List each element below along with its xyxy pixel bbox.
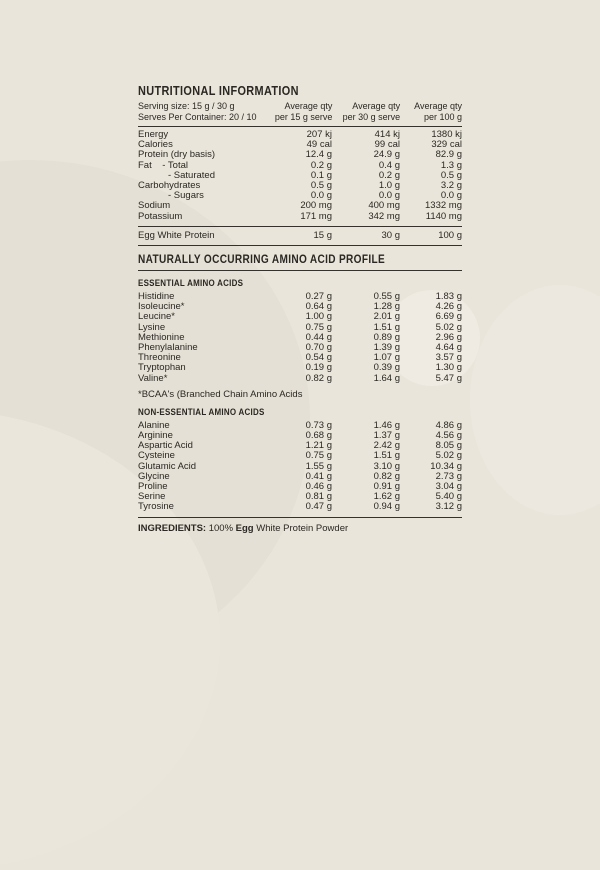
column-header-100g: Average qty per 100 g xyxy=(414,101,462,122)
value-per-100g: 100 g xyxy=(438,229,462,241)
value-per-100g: 10.34 g xyxy=(430,460,462,472)
value-per-30g: 1.0 g xyxy=(378,180,400,192)
row-label: Arginine xyxy=(138,430,173,442)
value-per-100g: 0.0 g xyxy=(440,190,462,202)
value-per-30g: 99 cal xyxy=(374,139,400,151)
value-per-15g: 0.2 g xyxy=(310,159,332,171)
value-per-15g: 0.82 g xyxy=(305,372,332,384)
value-per-30g: 30 g xyxy=(381,229,400,241)
value-per-100g: 1140 mg xyxy=(425,210,462,222)
bcaa-footnote: *BCAA's (Branched Chain Amino Acids xyxy=(138,388,303,400)
value-per-30g: 0.2 g xyxy=(378,169,400,181)
value-per-15g: 0.5 g xyxy=(310,180,332,192)
value-per-30g: 1.28 g xyxy=(373,301,400,313)
value-per-15g: 0.75 g xyxy=(305,321,332,333)
value-per-100g: 0.5 g xyxy=(440,169,462,181)
value-per-100g: 1.3 g xyxy=(440,159,462,171)
value-per-15g: 1.55 g xyxy=(305,460,332,472)
row-label: Valine* xyxy=(138,372,168,384)
value-per-30g: 2.42 g xyxy=(373,440,400,452)
nutrition-label-panel xyxy=(138,84,462,534)
value-per-30g: 0.4 g xyxy=(378,159,400,171)
serving-info xyxy=(138,101,257,122)
value-per-15g: 0.44 g xyxy=(305,331,332,343)
row-label: Glutamic Acid xyxy=(138,460,197,472)
non-essential-amino-acids-heading: NON-ESSENTIAL AMINO ACIDS xyxy=(138,406,265,418)
value-per-15g: 0.19 g xyxy=(305,362,332,374)
value-per-15g: 0.73 g xyxy=(305,419,332,431)
value-per-30g: 0.82 g xyxy=(373,470,400,482)
row-label: Alanine xyxy=(138,419,170,431)
row-label: - Sugars xyxy=(168,190,204,202)
value-per-15g: 0.41 g xyxy=(305,470,332,482)
row-label: Fat - Total xyxy=(138,159,188,171)
value-per-100g: 5.02 g xyxy=(435,321,462,333)
non-essential-amino-table xyxy=(138,421,462,513)
table-row xyxy=(138,374,462,384)
value-per-100g: 4.86 g xyxy=(435,419,462,431)
value-per-100g: 4.26 g xyxy=(435,301,462,313)
row-label: Tyrosine xyxy=(138,501,174,513)
serves-per-container: Serves Per Container: 20 / 10 xyxy=(138,111,257,122)
value-per-15g: 0.81 g xyxy=(305,491,332,503)
value-per-100g: 1332 mg xyxy=(425,200,462,212)
value-per-30g: 2.01 g xyxy=(373,311,400,323)
value-per-30g: 1.37 g xyxy=(373,430,400,442)
row-label: Histidine xyxy=(138,291,175,303)
essential-amino-table xyxy=(138,292,462,384)
table-row xyxy=(138,492,462,502)
value-per-30g: 1.51 g xyxy=(373,450,400,462)
ingredients-line: INGREDIENTS: 100% Egg White Protein Powder xyxy=(138,522,349,534)
value-per-100g: 8.05 g xyxy=(435,440,462,452)
value-per-30g: 0.39 g xyxy=(373,362,400,374)
value-per-100g: 3.12 g xyxy=(435,501,462,513)
value-per-100g: 1.30 g xyxy=(435,362,462,374)
row-label: Proline xyxy=(138,481,168,493)
column-header-15g: Average qty per 15 g serve xyxy=(274,101,333,122)
value-per-15g: 1.00 g xyxy=(305,311,332,323)
value-per-100g: 3.2 g xyxy=(440,180,462,192)
serving-size: Serving size: 15 g / 30 g xyxy=(138,101,235,111)
value-per-30g: 0.94 g xyxy=(373,501,400,513)
value-per-100g: 329 cal xyxy=(431,139,462,151)
nutrition-title: NUTRITIONAL INFORMATION xyxy=(138,83,299,98)
value-per-15g: 0.54 g xyxy=(305,352,332,364)
row-label: Calories xyxy=(138,139,173,151)
value-per-30g: 0.91 g xyxy=(373,481,400,493)
essential-amino-acids-heading: ESSENTIAL AMINO ACIDS xyxy=(138,278,244,290)
table-row xyxy=(138,363,462,373)
table-row xyxy=(138,302,462,312)
row-label: Methionine xyxy=(138,331,185,343)
value-per-100g: 3.57 g xyxy=(435,352,462,364)
table-row xyxy=(138,212,462,222)
value-per-15g: 1.21 g xyxy=(305,440,332,452)
value-per-100g: 82.9 g xyxy=(435,149,462,161)
value-per-30g: 0.55 g xyxy=(373,291,400,303)
value-per-100g: 5.02 g xyxy=(435,450,462,462)
divider xyxy=(138,517,462,518)
nutrition-table-body xyxy=(138,130,462,222)
value-per-15g: 49 cal xyxy=(306,139,332,151)
row-label: Tryptophan xyxy=(138,362,186,374)
table-row xyxy=(138,482,462,492)
value-per-30g: 400 mg xyxy=(368,200,400,212)
row-label: Leucine* xyxy=(138,311,175,323)
table-row xyxy=(138,323,462,333)
value-per-15g: 207 kj xyxy=(306,129,332,140)
row-label: Sodium xyxy=(138,200,171,212)
value-per-30g: 1.64 g xyxy=(373,372,400,384)
background-blob-egg xyxy=(470,285,600,515)
table-row xyxy=(138,312,462,322)
value-per-30g: 24.9 g xyxy=(373,149,400,161)
row-label: Phenylalanine xyxy=(138,342,198,354)
value-per-15g: 0.0 g xyxy=(310,190,332,202)
value-per-15g: 0.64 g xyxy=(305,301,332,313)
value-per-15g: 200 mg xyxy=(300,200,332,212)
table-row xyxy=(138,421,462,431)
value-per-100g: 5.40 g xyxy=(435,491,462,503)
value-per-100g: 4.64 g xyxy=(435,342,462,354)
value-per-30g: 0.0 g xyxy=(378,190,400,202)
row-label: Cysteine xyxy=(138,450,175,462)
row-label: Protein (dry basis) xyxy=(138,149,216,161)
value-per-30g: 0.89 g xyxy=(373,331,400,343)
value-per-30g: 1.46 g xyxy=(373,419,400,431)
table-row xyxy=(138,343,462,353)
row-label: Isoleucine* xyxy=(138,301,185,313)
value-per-30g: 1.39 g xyxy=(373,342,400,354)
table-header xyxy=(138,101,462,122)
row-label: Potassium xyxy=(138,210,183,222)
value-per-30g: 1.51 g xyxy=(373,321,400,333)
divider xyxy=(138,126,462,127)
value-per-15g: 0.1 g xyxy=(310,169,332,181)
value-per-15g: 0.68 g xyxy=(305,430,332,442)
ingredients-label: INGREDIENTS: xyxy=(138,522,207,534)
divider xyxy=(138,245,462,246)
table-row xyxy=(138,472,462,482)
value-per-100g: 5.47 g xyxy=(435,372,462,384)
value-per-15g: 0.47 g xyxy=(305,501,332,513)
value-per-15g: 0.75 g xyxy=(305,450,332,462)
value-per-30g: 342 mg xyxy=(368,210,400,222)
row-label: Lysine xyxy=(138,321,166,333)
table-row xyxy=(138,502,462,512)
row-label: Aspartic Acid xyxy=(138,440,193,452)
table-row xyxy=(138,462,462,472)
row-label: Glycine xyxy=(138,470,170,482)
value-per-30g: 414 kj xyxy=(374,129,400,140)
value-per-15g: 0.46 g xyxy=(305,481,332,493)
row-label: Carbohydrates xyxy=(138,180,201,192)
value-per-100g: 2.73 g xyxy=(435,470,462,482)
value-per-100g: 6.69 g xyxy=(435,311,462,323)
table-row xyxy=(138,441,462,451)
value-per-100g: 3.04 g xyxy=(435,481,462,493)
value-per-15g: 0.27 g xyxy=(305,291,332,303)
divider xyxy=(138,270,462,271)
value-per-15g: 0.70 g xyxy=(305,342,332,354)
value-per-100g: 1.83 g xyxy=(435,291,462,303)
table-row xyxy=(138,292,462,302)
row-label: Serine xyxy=(138,491,166,503)
row-label: Egg White Protein xyxy=(138,229,215,241)
value-per-30g: 1.62 g xyxy=(373,491,400,503)
table-row xyxy=(138,353,462,363)
value-per-100g: 4.56 g xyxy=(435,430,462,442)
value-per-15g: 12.4 g xyxy=(305,149,332,161)
value-per-100g: 2.96 g xyxy=(435,331,462,343)
column-header-30g: Average qty per 30 g serve xyxy=(342,101,401,122)
row-label: - Saturated xyxy=(168,169,215,181)
value-per-15g: 171 mg xyxy=(300,210,332,222)
amino-profile-title: NATURALLY OCCURRING AMINO ACID PROFILE xyxy=(138,252,386,267)
table-row xyxy=(138,130,462,140)
egg-white-protein-row xyxy=(138,227,462,245)
value-per-30g: 1.07 g xyxy=(373,352,400,364)
row-label: Energy xyxy=(138,129,169,140)
value-per-30g: 3.10 g xyxy=(373,460,400,472)
value-per-100g: 1380 kj xyxy=(431,129,462,140)
row-label: Threonine xyxy=(138,352,181,364)
value-per-15g: 15 g xyxy=(313,229,332,241)
